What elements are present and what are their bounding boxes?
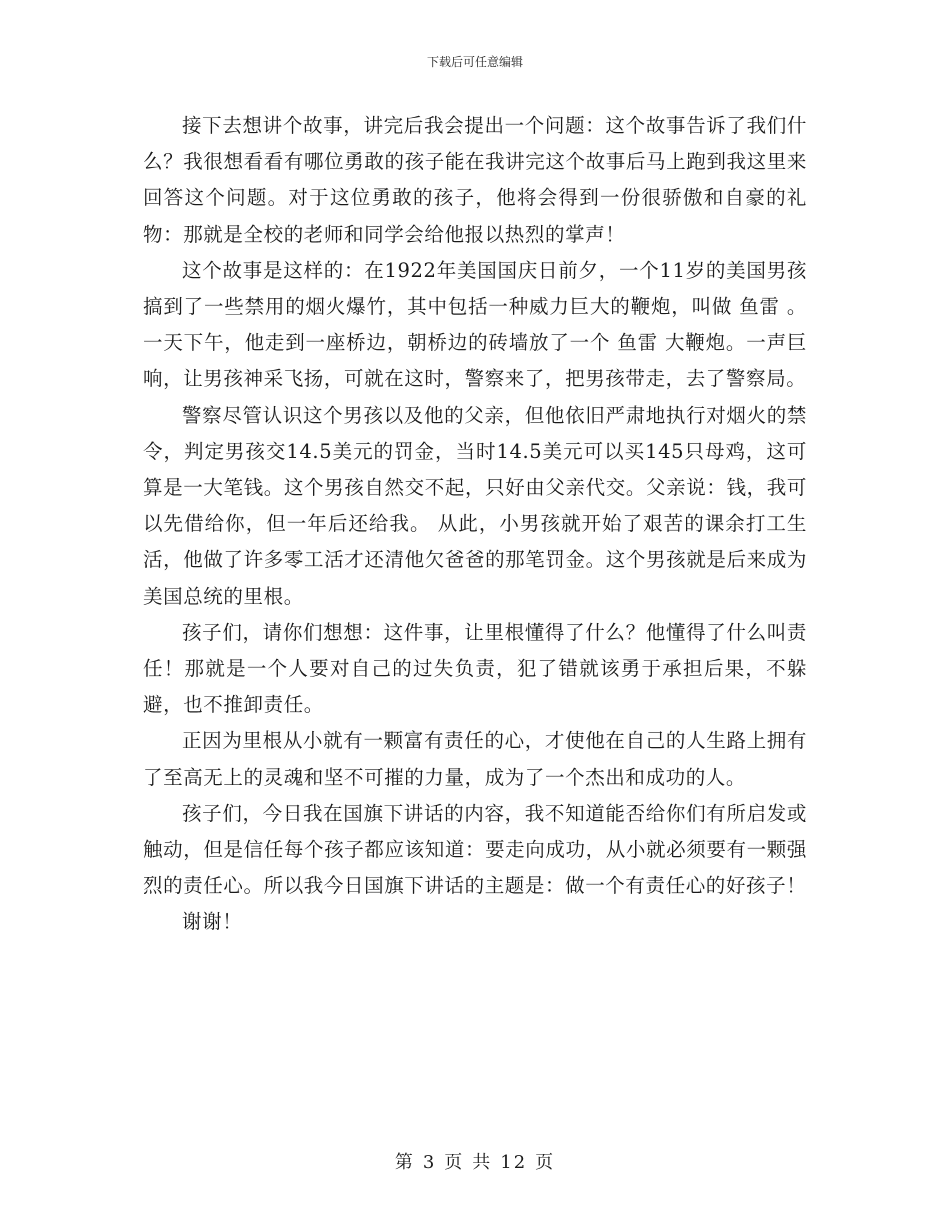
paragraph-question: 孩子们，请你们想想：这件事，让里根懂得了什么？他懂得了什么叫责任！那就是一个人要对自己的过失负责，犯了错就该勇于承担后果，不躲避，也不推卸责任。: [143, 620, 807, 717]
paragraph-story: 这个故事是这样的：在1922年美国国庆日前夕，一个11岁的美国男孩搞到了一些禁用的烟火爆竹，其中包括一种威力巨大的鞭炮，叫做 鱼雷 。一天下午，他走到一座桥边，朝桥边的砖墙放了一个 鱼雷 大鞭炮。一声巨响，让男孩神采飞扬，可就在这时，警察来了，把男孩带走，去了警察局。: [143, 258, 807, 391]
paragraph-conclusion: 孩子们，今日我在国旗下讲话的内容，我不知道能否给你们有所启发或触动，但是信任每个孩子都应该知道：要走向成功，从小就必须要有一颗强烈的责任心。所以我今日国旗下讲话的主题是：做一个有责任心的好孩子！: [143, 801, 807, 898]
paragraph-thanks: 谢谢！: [182, 910, 243, 934]
document-body: [143, 108, 807, 941]
header-note: 下载后可任意编辑: [426, 55, 523, 69]
footer-current-page: 3: [422, 1152, 437, 1173]
page-number-footer: [0, 1152, 950, 1174]
footer-prefix: 第: [394, 1152, 415, 1173]
paragraph-police: 警察尽管认识这个男孩以及他的父亲，但他依旧严肃地执行对烟火的禁令，判定男孩交14.5美元的罚金，当时14.5美元可以买145只母鸡，这可算是一大笔钱。这个男孩自然交不起，只好由父亲代交。父亲说：钱，我可以先借给你，但一年后还给我。 从此，小男孩就开始了艰苦的课余打工生活，他做了许多零工活才还清他欠爸爸的那笔罚金。这个男孩就是后来成为美国总统的里根。: [143, 403, 807, 608]
footer-total-pages: 12: [500, 1152, 528, 1173]
footer-suffix: 页: [535, 1152, 556, 1173]
footer-total-word: 共: [472, 1152, 493, 1173]
footer-page-word: 页: [444, 1152, 465, 1173]
paragraph-intro: 接下去想讲个故事，讲完后我会提出一个问题：这个故事告诉了我们什么？我很想看看有哪位勇敢的孩子能在我讲完这个故事后马上跑到我这里来回答这个问题。对于这位勇敢的孩子，他将会得到一份很骄傲和自豪的礼物：那就是全校的老师和同学会给他报以热烈的掌声！: [143, 114, 807, 246]
paragraph-reason: 正因为里根从小就有一颗富有责任的心，才使他在自己的人生路上拥有了至高无上的灵魂和坚不可摧的力量，成为了一个杰出和成功的人。: [143, 729, 807, 789]
